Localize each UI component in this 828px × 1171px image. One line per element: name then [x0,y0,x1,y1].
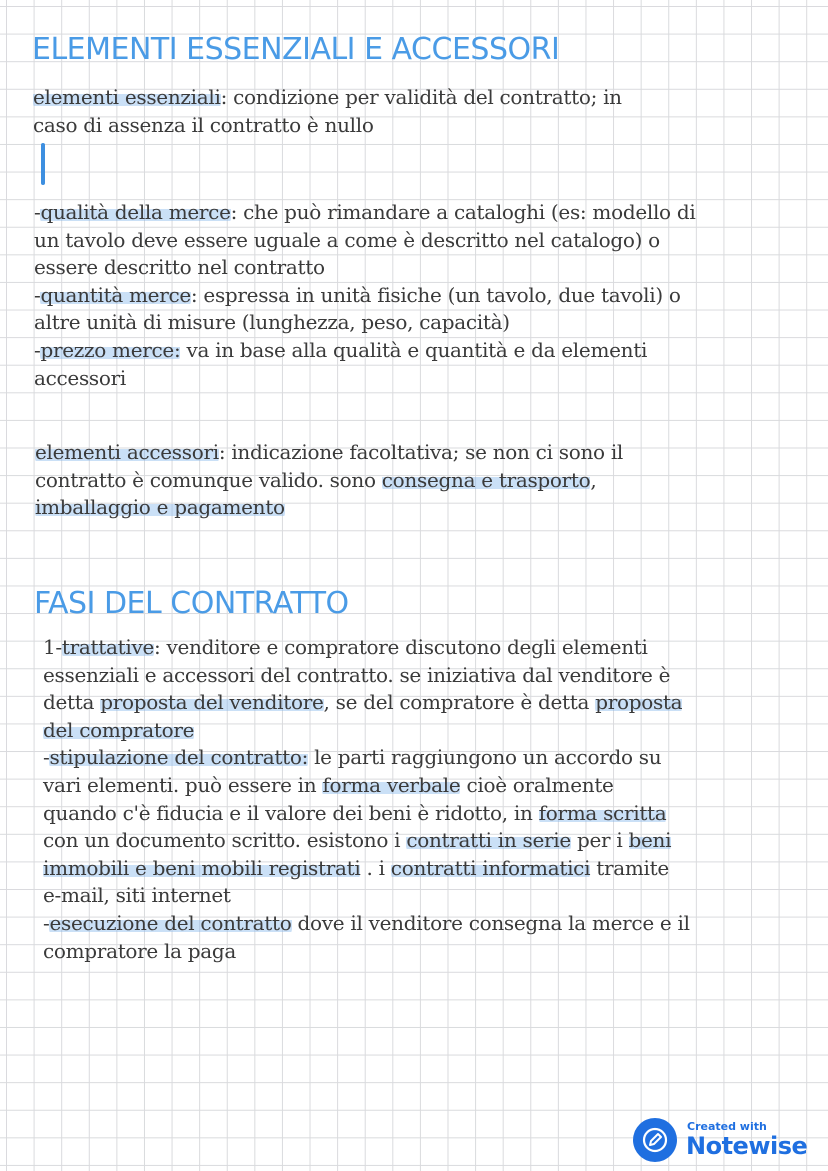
text-line [43,717,690,745]
text-line: -prezzo merce: va in base alla qualità e quantità e da elementi [34,337,648,362]
highlight: prezzo merce: [40,337,181,362]
essential-items-paragraph [34,199,695,392]
phases-paragraph [43,634,690,965]
highlight: elementi essenziali [33,85,221,109]
text-line: elementi accessori: indicazione facoltativa; se non ci sono il [35,440,624,464]
text-line: detta proposta del venditore, se del compratore è detta proposta [43,690,683,715]
highlight: imballaggio e pagamento [35,495,285,520]
highlight: elementi accessori [35,440,219,464]
text-line: essenziali e accessori del contratto. se iniziativa dal venditore è [43,662,671,687]
text-line: quando c'è fiducia e il valore dei beni è ridotto, in forma scritta [43,800,667,825]
highlight: contratti in serie [406,828,571,853]
text-line: -stipulazione del contratto: le parti raggiungono un accordo su [43,745,662,770]
text-line [35,494,623,522]
text-line: caso di assenza il contratto è nullo [33,112,374,137]
highlight: proposta [595,690,683,715]
text-line: contratto è comunque valido. sono consegna e trasporto, [35,467,597,492]
text-line: essere descritto nel contratto [34,255,325,280]
highlight: trattative [61,635,154,659]
highlight: quantità merce [40,282,191,307]
text-line: accessori [34,365,126,390]
highlight: contratti informatici [390,855,591,880]
highlight: forma scritta [538,800,667,825]
accessory-paragraph [35,439,623,522]
text-line: un tavolo deve essere uguale a come è descritto nel catalogo) o [34,227,660,252]
highlight: forma verbale [322,772,461,797]
section-title-elementi: ELEMENTI ESSENZIALI E ACCESSORI [32,32,560,67]
highlight: immobili e beni mobili registrati [43,855,361,880]
highlight: del compratore [43,717,195,742]
text-line: -quantità merce: espressa in unità fisiche (un tavolo, due tavoli) o [34,282,681,307]
highlight: consegna e trasporto [381,467,591,492]
notewise-logo [633,1118,677,1162]
text-line: -esecuzione del contratto dove il venditore consegna la merce e il [43,910,690,935]
notewise-badge [633,1118,818,1162]
highlight: qualità della merce [40,200,231,224]
highlight: proposta del venditore [100,690,324,715]
text-line: e-mail, siti internet [43,883,231,908]
section-title-fasi: FASI DEL CONTRATTO [34,586,349,621]
text-line: altre unità di misure (lunghezza, peso, capacità) [34,310,510,335]
text-line: vari elementi. può essere in forma verbale cioè oralmente [43,772,614,797]
text-line: elementi essenziali: condizione per validità del contratto; in [33,85,622,109]
highlight: esecuzione del contratto [49,910,292,935]
pencil-icon [642,1127,668,1153]
badge-caption: Created with [687,1120,767,1133]
intro-paragraph [33,84,622,139]
text-line: con un documento scritto. esistono i contratti in serie per i beni [43,828,672,853]
text-line: immobili e beni mobili registrati . i contratti informatici tramite [43,855,669,880]
highlight: stipulazione del contratto: [49,745,309,770]
text-line: 1-trattative: venditore e compratore discutono degli elementi [43,635,648,659]
text-cursor [41,143,45,185]
text-line: -qualità della merce: che può rimandare a cataloghi (es: modello di [34,200,696,224]
text-line: compratore la paga [43,938,237,963]
highlight: beni [628,828,672,853]
badge-brand: Notewise [686,1132,808,1160]
